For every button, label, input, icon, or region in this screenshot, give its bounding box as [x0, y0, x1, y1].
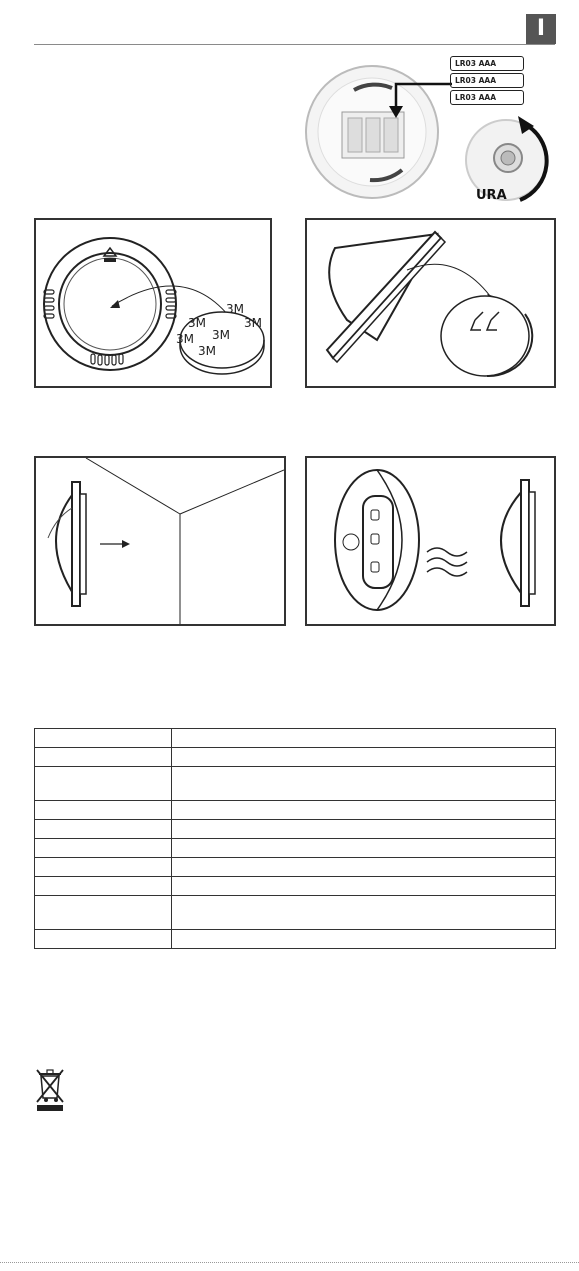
- spec-value-cell: [172, 801, 556, 820]
- table-row: [35, 801, 556, 820]
- spec-value-cell: [172, 729, 556, 748]
- spec-key-cell: [35, 729, 172, 748]
- spec-key-cell: [35, 767, 172, 801]
- spec-value-cell: [172, 767, 556, 801]
- spec-value-cell: [172, 896, 556, 930]
- spec-key-cell: [35, 801, 172, 820]
- battery-cell: LR03 AAA: [450, 90, 524, 105]
- table-row: [35, 858, 556, 877]
- figure-adhesive-pad: [34, 218, 272, 388]
- footer-rule: [0, 1262, 579, 1264]
- spec-key-cell: [35, 748, 172, 767]
- battery-stack: [450, 56, 524, 105]
- spec-key-cell: [35, 820, 172, 839]
- battery-cell: LR03 AAA: [450, 73, 524, 88]
- table-row: [35, 930, 556, 949]
- spec-key-cell: [35, 839, 172, 858]
- spec-value-cell: [172, 930, 556, 949]
- pad-text: 3M: [198, 344, 216, 358]
- table-row: [35, 877, 556, 896]
- section-tab: I: [526, 14, 556, 44]
- specifications-table: [34, 728, 556, 949]
- rotate-label: URA: [476, 188, 507, 203]
- table-row: [35, 729, 556, 748]
- crossed-out-wheelie-bin-icon: [34, 1066, 66, 1112]
- spec-value-cell: [172, 820, 556, 839]
- battery-cell: LR03 AAA: [450, 56, 524, 71]
- spec-key-cell: [35, 930, 172, 949]
- table-row: [35, 896, 556, 930]
- table-row: [35, 748, 556, 767]
- figure-wall-mount: [34, 456, 286, 626]
- spec-value-cell: [172, 839, 556, 858]
- figure-side-plate: [305, 218, 556, 388]
- header-rule: [34, 44, 555, 45]
- pad-text: 3M: [244, 316, 262, 330]
- pad-text: 3M: [226, 302, 244, 316]
- table-row: [35, 767, 556, 801]
- spec-value-cell: [172, 858, 556, 877]
- spec-key-cell: [35, 858, 172, 877]
- pad-text: 3M: [212, 328, 230, 342]
- spec-value-cell: [172, 877, 556, 896]
- figure-battery-insertion: [296, 52, 558, 204]
- pad-text: 3M: [188, 316, 206, 330]
- spec-key-cell: [35, 896, 172, 930]
- table-row: [35, 820, 556, 839]
- figure-magnetic-attach: [305, 456, 556, 626]
- pad-text: 3M: [176, 332, 194, 346]
- spec-value-cell: [172, 748, 556, 767]
- table-row: [35, 839, 556, 858]
- spec-key-cell: [35, 877, 172, 896]
